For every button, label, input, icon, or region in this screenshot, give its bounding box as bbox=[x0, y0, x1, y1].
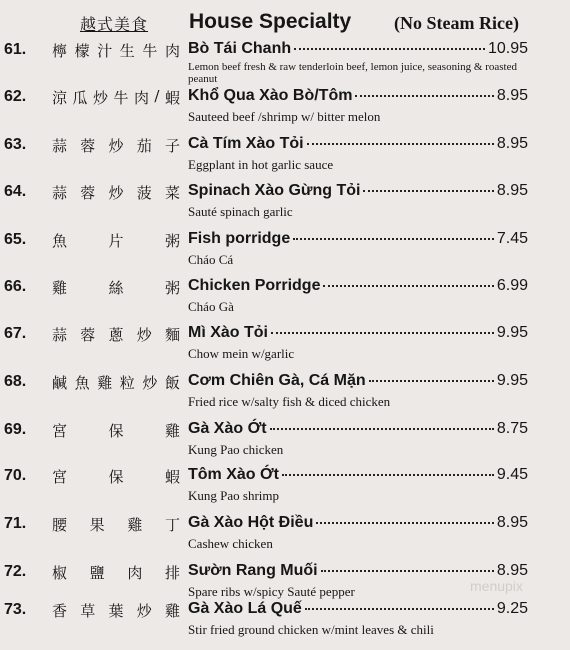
item-description: Sauteed beef /shrimp w/ bitter melon bbox=[188, 109, 381, 124]
item-price: 8.95 bbox=[496, 562, 528, 579]
item-number: 67. bbox=[4, 325, 27, 342]
item-chinese-name bbox=[52, 324, 180, 345]
chinese-char: 椒 bbox=[52, 564, 68, 582]
chinese-char: 香 bbox=[52, 602, 68, 620]
chinese-char: 肉 bbox=[127, 564, 143, 582]
item-description: Chow mein w/garlic bbox=[188, 346, 295, 361]
chinese-char: / bbox=[154, 87, 160, 105]
item-title-row bbox=[188, 230, 528, 248]
item-number: 66. bbox=[4, 278, 27, 295]
item-price: 9.45 bbox=[496, 466, 528, 483]
chinese-char: 牛 bbox=[142, 42, 158, 60]
item-description: Spare ribs w/spicy Sauté pepper bbox=[188, 584, 355, 599]
chinese-char: 瓜 bbox=[72, 89, 88, 107]
item-vietnamese-name: Bò Tái Chanh bbox=[188, 40, 292, 57]
item-title-row bbox=[188, 372, 528, 390]
item-title-row bbox=[188, 40, 528, 58]
chinese-char: 茄 bbox=[136, 137, 152, 155]
chinese-char: 子 bbox=[164, 137, 180, 155]
item-number: 63. bbox=[4, 136, 27, 153]
chinese-char: 鹹 bbox=[52, 374, 68, 392]
chinese-char: 保 bbox=[108, 468, 124, 486]
dot-leader bbox=[307, 143, 494, 145]
menu-item bbox=[0, 420, 570, 464]
item-price: 8.95 bbox=[496, 514, 528, 531]
item-vietnamese-name: Gà Xào Ớt bbox=[188, 420, 267, 437]
chinese-char: 麵 bbox=[164, 326, 180, 344]
dot-leader bbox=[270, 428, 494, 430]
chinese-char: 肉 bbox=[133, 89, 149, 107]
dot-leader bbox=[271, 332, 494, 334]
chinese-char: 蝦 bbox=[164, 89, 180, 107]
menu-item bbox=[0, 230, 570, 274]
chinese-char: 丁 bbox=[164, 516, 180, 534]
item-description: Kung Pao chicken bbox=[188, 442, 284, 457]
menu-item bbox=[0, 514, 570, 558]
chinese-char: 粥 bbox=[164, 232, 180, 250]
chinese-char: 菠 bbox=[136, 184, 152, 202]
item-chinese-name bbox=[52, 420, 180, 441]
item-price: 6.99 bbox=[496, 277, 528, 294]
item-chinese-name bbox=[52, 87, 180, 108]
item-vietnamese-name: Tôm Xào Ớt bbox=[188, 466, 279, 483]
item-vietnamese-name: Spinach Xào Gừng Tỏi bbox=[188, 182, 361, 199]
item-number: 69. bbox=[4, 421, 27, 438]
menu-item bbox=[0, 466, 570, 510]
item-description: Sauté spinach garlic bbox=[188, 204, 293, 219]
chinese-char: 保 bbox=[108, 422, 124, 440]
chinese-char: 蓉 bbox=[80, 184, 96, 202]
chinese-char: 草 bbox=[80, 602, 96, 620]
item-chinese-name bbox=[52, 40, 180, 61]
item-chinese-name bbox=[52, 182, 180, 203]
header-title: House Specialty bbox=[189, 10, 352, 33]
menu-item bbox=[0, 600, 570, 644]
item-description: Cashew chicken bbox=[188, 536, 273, 551]
item-chinese-name bbox=[52, 466, 180, 487]
menu-item bbox=[0, 372, 570, 416]
item-price: 8.95 bbox=[496, 87, 528, 104]
item-number: 73. bbox=[4, 601, 27, 618]
chinese-char: 鹽 bbox=[89, 564, 105, 582]
chinese-char: 蒜 bbox=[52, 184, 68, 202]
item-title-row bbox=[188, 600, 528, 618]
item-vietnamese-name: Fish porridge bbox=[188, 230, 291, 247]
item-chinese-name bbox=[52, 277, 180, 298]
chinese-char: 蒜 bbox=[52, 326, 68, 344]
chinese-char: 蓉 bbox=[80, 137, 96, 155]
chinese-char: 雞 bbox=[97, 374, 113, 392]
chinese-char: 炒 bbox=[136, 602, 152, 620]
chinese-char: 生 bbox=[119, 42, 135, 60]
watermark: menupix bbox=[470, 578, 523, 594]
chinese-char: 牛 bbox=[113, 89, 129, 107]
item-vietnamese-name: Gà Xào Lá Quế bbox=[188, 600, 302, 617]
chinese-char: 宮 bbox=[52, 422, 68, 440]
chinese-char: 菜 bbox=[164, 184, 180, 202]
chinese-char: 果 bbox=[89, 516, 105, 534]
chinese-char: 雞 bbox=[164, 422, 180, 440]
menu-item bbox=[0, 182, 570, 226]
chinese-char: 絲 bbox=[108, 279, 124, 297]
chinese-char: 檸 bbox=[52, 42, 68, 60]
item-vietnamese-name: Chicken Porridge bbox=[188, 277, 321, 294]
chinese-char: 片 bbox=[108, 232, 124, 250]
chinese-char: 汁 bbox=[97, 42, 113, 60]
menu-item bbox=[0, 277, 570, 321]
item-title-row bbox=[188, 324, 528, 342]
item-price: 9.95 bbox=[496, 324, 528, 341]
item-chinese-name bbox=[52, 562, 180, 583]
chinese-char: 檬 bbox=[74, 42, 90, 60]
chinese-char: 炒 bbox=[92, 89, 108, 107]
item-number: 65. bbox=[4, 231, 27, 248]
item-vietnamese-name: Khổ Qua Xào Bò/Tôm bbox=[188, 87, 353, 104]
item-chinese-name bbox=[52, 372, 180, 393]
item-vietnamese-name: Gà Xào Hột Điều bbox=[188, 514, 314, 531]
dot-leader bbox=[321, 570, 494, 572]
item-description: Fried rice w/salty fish & diced chicken bbox=[188, 394, 391, 409]
chinese-char: 雞 bbox=[164, 602, 180, 620]
item-description: Kung Pao shrimp bbox=[188, 488, 279, 503]
item-vietnamese-name: Sườn Rang Muối bbox=[188, 562, 318, 579]
item-price: 9.95 bbox=[496, 372, 528, 389]
chinese-char: 葉 bbox=[108, 602, 124, 620]
dot-leader bbox=[316, 522, 494, 524]
item-title-row bbox=[188, 420, 528, 438]
dot-leader bbox=[282, 474, 494, 476]
item-price: 10.95 bbox=[487, 40, 528, 57]
header-note: (No Steam Rice) bbox=[394, 13, 519, 33]
menu-item bbox=[0, 87, 570, 131]
item-price: 8.75 bbox=[496, 420, 528, 437]
item-vietnamese-name: Cà Tím Xào Tỏi bbox=[188, 135, 304, 152]
item-price: 9.25 bbox=[496, 600, 528, 617]
item-vietnamese-name: Cơm Chiên Gà, Cá Mặn bbox=[188, 372, 366, 389]
item-title-row bbox=[188, 466, 528, 484]
chinese-char: 飯 bbox=[164, 374, 180, 392]
chinese-char: 肉 bbox=[164, 42, 180, 60]
item-description: Cháo Gà bbox=[188, 299, 234, 314]
item-title-row bbox=[188, 135, 528, 153]
item-title-row bbox=[188, 182, 528, 200]
item-number: 68. bbox=[4, 373, 27, 390]
chinese-char: 腰 bbox=[52, 516, 68, 534]
chinese-char: 炒 bbox=[108, 184, 124, 202]
dot-leader bbox=[369, 380, 494, 382]
dot-leader bbox=[294, 48, 485, 50]
item-number: 70. bbox=[4, 467, 27, 484]
chinese-char: 排 bbox=[164, 564, 180, 582]
chinese-char: 蓉 bbox=[80, 326, 96, 344]
item-price: 8.95 bbox=[496, 182, 528, 199]
chinese-char: 宮 bbox=[52, 468, 68, 486]
header-chinese-title: 越式美食 bbox=[80, 15, 149, 34]
item-title-row bbox=[188, 514, 528, 532]
item-number: 64. bbox=[4, 183, 27, 200]
chinese-char: 炒 bbox=[142, 374, 158, 392]
item-chinese-name bbox=[52, 135, 180, 156]
menu-item bbox=[0, 135, 570, 179]
item-chinese-name bbox=[52, 230, 180, 251]
chinese-char: 蔥 bbox=[108, 326, 124, 344]
menu-item bbox=[0, 40, 570, 84]
item-number: 71. bbox=[4, 515, 27, 532]
chinese-char: 粥 bbox=[164, 279, 180, 297]
dot-leader bbox=[323, 285, 493, 287]
chinese-char: 魚 bbox=[74, 374, 90, 392]
chinese-char: 涼 bbox=[52, 89, 68, 107]
item-vietnamese-name: Mì Xào Tỏi bbox=[188, 324, 268, 341]
dot-leader bbox=[355, 95, 493, 97]
item-number: 62. bbox=[4, 88, 27, 105]
item-description: Cháo Cá bbox=[188, 252, 234, 267]
chinese-char: 炒 bbox=[108, 137, 124, 155]
chinese-char: 炒 bbox=[136, 326, 152, 344]
item-price: 8.95 bbox=[496, 135, 528, 152]
chinese-char: 粒 bbox=[119, 374, 135, 392]
item-chinese-name bbox=[52, 514, 180, 535]
chinese-char: 雞 bbox=[52, 279, 68, 297]
item-chinese-name bbox=[52, 600, 180, 621]
item-price: 7.45 bbox=[496, 230, 528, 247]
chinese-char: 雞 bbox=[127, 516, 143, 534]
dot-leader bbox=[293, 238, 494, 240]
item-description: Lemon beef fresh & raw tenderloin beef, lemon juice, seasoning & roasted peanut bbox=[188, 61, 517, 85]
menu-item bbox=[0, 324, 570, 368]
item-number: 61. bbox=[4, 41, 27, 58]
item-number: 72. bbox=[4, 563, 27, 580]
chinese-char: 魚 bbox=[52, 232, 68, 250]
item-description: Eggplant in hot garlic sauce bbox=[188, 157, 334, 172]
item-title-row bbox=[188, 277, 528, 295]
chinese-char: 蒜 bbox=[52, 137, 68, 155]
dot-leader bbox=[305, 608, 494, 610]
item-description: Stir fried ground chicken w/mint leaves & chili bbox=[188, 622, 434, 637]
chinese-char: 蝦 bbox=[164, 468, 180, 486]
item-title-row bbox=[188, 87, 528, 105]
dot-leader bbox=[363, 190, 493, 192]
